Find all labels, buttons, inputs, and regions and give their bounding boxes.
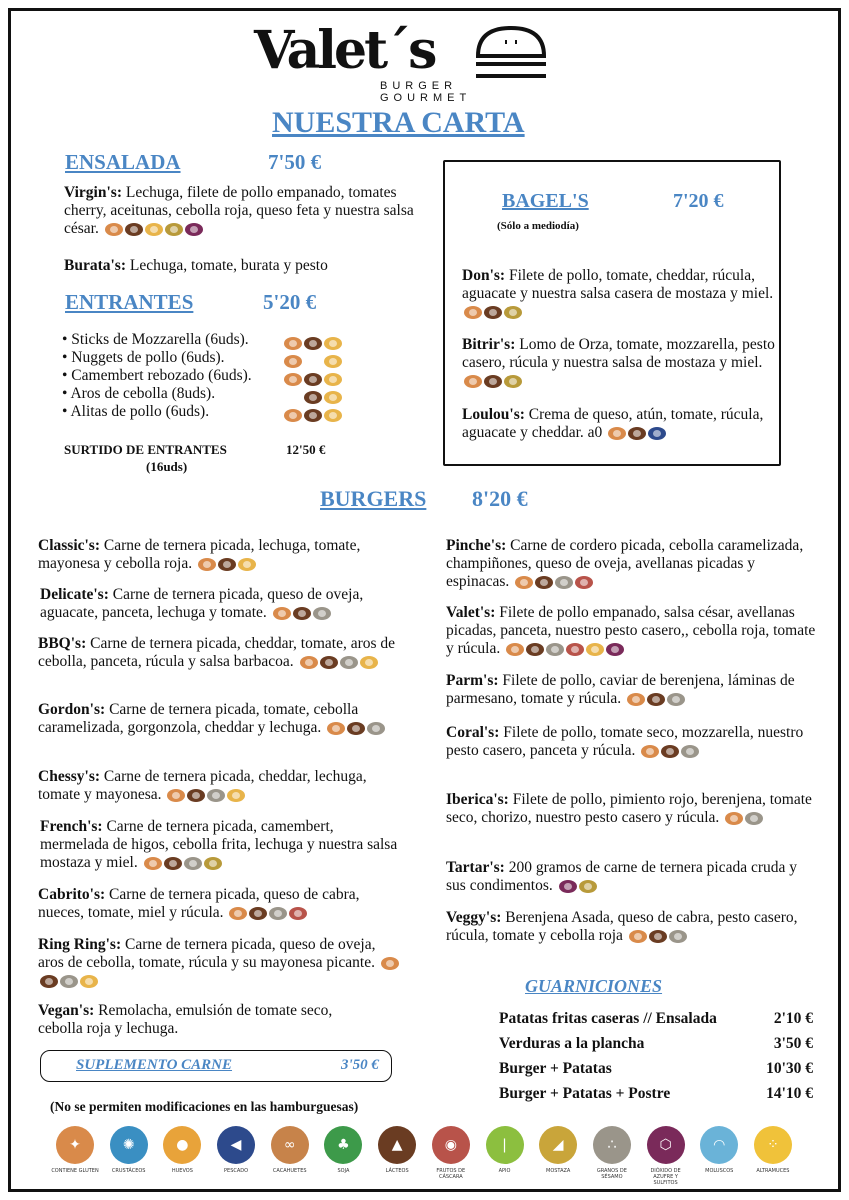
milk-icon	[526, 643, 544, 656]
allergen-altramuces: ⁘ ALTRAMUCES	[752, 1126, 794, 1186]
ensalada-title: ENSALADA	[65, 150, 181, 174]
sesame-icon	[269, 907, 287, 920]
egg-icon	[324, 355, 342, 368]
menu-item-chessys: Chessy's: Carne de ternera picada, cheddar, lechuga, tomate y mayonesa.	[38, 768, 367, 803]
fish-icon: ◀	[217, 1126, 255, 1164]
guarnicion-row	[499, 1060, 813, 1078]
milk-icon	[484, 375, 502, 388]
allergen-huevos: ● HUEVOS	[161, 1126, 203, 1186]
milk-icon	[304, 391, 322, 404]
egg-icon	[360, 656, 378, 669]
soy-icon: ♣	[324, 1126, 362, 1164]
sulphite-icon	[606, 643, 624, 656]
celery-icon: ❘	[486, 1126, 524, 1164]
wheat-icon: ✦	[56, 1126, 94, 1164]
menu-item-ringrings: Ring Ring's: Carne de ternera picada, queso de oveja, aros de cebolla, tomate, rúcula y su mayonesa picante.	[38, 936, 400, 990]
milk-icon	[293, 607, 311, 620]
sulphite-icon	[559, 880, 577, 893]
sesame-icon	[207, 789, 225, 802]
milk-icon	[647, 693, 665, 706]
allergen-apio: ❘ APIO	[484, 1126, 526, 1186]
sesame-icon	[669, 930, 687, 943]
menu-item-vegans: Vegan's: Remolacha, emulsión de tomate seco, cebolla roja y lechuga.	[38, 1002, 333, 1037]
bagels-price: 7'20 €	[673, 190, 724, 212]
gluten-icon	[464, 306, 482, 319]
burgers-price: 8'20 €	[472, 486, 528, 511]
milk-icon	[125, 223, 143, 236]
fish-icon	[648, 427, 666, 440]
burger-logo-icon	[472, 24, 550, 88]
nut-icon	[566, 643, 584, 656]
gluten-icon	[284, 337, 302, 350]
suplemento-price: 3'50 €	[341, 1057, 379, 1073]
gluten-icon	[629, 930, 647, 943]
peanut-icon: ∞	[271, 1126, 309, 1164]
milk-icon	[484, 306, 502, 319]
sesame-icon	[313, 607, 331, 620]
sesame-icon	[184, 857, 202, 870]
allergen-lacteos: ▲ LÁCTEOS	[376, 1126, 418, 1186]
gluten-icon	[229, 907, 247, 920]
guarnicion-label: Burger + Patatas + Postre	[499, 1085, 671, 1102]
gluten-icon	[506, 643, 524, 656]
sesame-icon: ∴	[593, 1126, 631, 1164]
mustard-icon	[165, 223, 183, 236]
menu-item-buratas: Burata's: Lechuga, tomate, burata y pesto	[64, 257, 328, 274]
menu-item-valets: Valet's: Filete de pollo empanado, salsa césar, avellanas picadas, panceta, nuestro pesto casero,, cebolla roja, tomate y rúcula.	[446, 604, 816, 657]
gluten-icon	[641, 745, 659, 758]
burgers-title: BURGERS	[320, 486, 427, 511]
milk-icon	[164, 857, 182, 870]
entrante-item: • Aros de cebolla (8uds).	[62, 385, 216, 402]
egg-icon	[324, 391, 342, 404]
guarnicion-row	[499, 1035, 813, 1053]
ensalada-price: 7'50 €	[268, 150, 322, 174]
guarnicion-label: Patatas fritas caseras // Ensalada	[499, 1010, 717, 1027]
entrantes-price: 5'20 €	[263, 290, 317, 314]
menu-item-veggys: Veggy's: Berenjena Asada, queso de cabra, pesto casero, rúcula, tomate y cebolla roja	[446, 909, 798, 944]
allergen-moluscos: ◠ MOLUSCOS	[698, 1126, 740, 1186]
modifications-note: (No se permiten modificaciones en las hamburguesas)	[50, 1099, 359, 1114]
menu-item-gordons: Gordon's: Carne de ternera picada, tomate, cebolla caramelizada, gorgonzola, cheddar y lechuga.	[38, 701, 400, 737]
gluten-icon	[105, 223, 123, 236]
egg-icon: ●	[163, 1126, 201, 1164]
egg-icon	[324, 373, 342, 386]
menu-item-bbqs: BBQ's: Carne de ternera picada, cheddar, tomate, aros de cebolla, panceta, rúcula y salsa barbacoa.	[38, 635, 396, 670]
menu-item-corals: Coral's: Filete de pollo, tomate seco, mozzarella, nuestro pesto casero, panceta y rúcula.	[446, 724, 804, 759]
sesame-icon	[745, 812, 763, 825]
gluten-icon	[464, 375, 482, 388]
menu-item-parms: Parm's: Filete de pollo, caviar de berenjena, láminas de parmesano, tomate y rúcula.	[446, 672, 795, 707]
milk-icon	[187, 789, 205, 802]
sesame-icon	[546, 643, 564, 656]
menu-item-cabritos: Cabrito's: Carne de ternera picada, queso de cabra, nueces, tomate, miel y rúcula.	[38, 886, 360, 921]
gluten-icon	[327, 722, 345, 735]
egg-icon	[586, 643, 604, 656]
nut-icon	[289, 907, 307, 920]
milk-icon: ▲	[378, 1126, 416, 1164]
milk-icon	[661, 745, 679, 758]
egg-icon	[227, 789, 245, 802]
sesame-icon	[340, 656, 358, 669]
entrante-item: • Nuggets de pollo (6uds).	[62, 349, 225, 366]
menu-item-frenchs: French's: Carne de ternera picada, camembert, mermelada de higos, cebolla frita, lechuga y nuestra salsa mostaza y miel.	[40, 818, 398, 871]
surtido-note: (16uds)	[146, 459, 188, 474]
surtido-price: 12'50 €	[286, 442, 326, 457]
entrante-item: • Sticks de Mozzarella (6uds).	[62, 331, 249, 348]
entrante-item: • Camembert rebozado (6uds).	[62, 367, 252, 384]
sesame-icon	[555, 576, 573, 589]
entrantes-allergens	[282, 333, 362, 423]
sesame-icon	[667, 693, 685, 706]
menu-item-bitrirs: Bitrir's: Lomo de Orza, tomate, mozzarella, pesto casero, rúcula y nuestra salsa de mostaza y miel.	[462, 336, 777, 390]
page-title: NUESTRA CARTA	[272, 106, 525, 139]
mustard-icon	[504, 306, 522, 319]
brand-name: Valet´s	[254, 20, 435, 81]
gluten-icon	[284, 373, 302, 386]
guarnicion-row	[499, 1085, 813, 1103]
allergen-sulfitos: ⬡ DIÓXIDO DE AZUFRE Y SULFITOS	[645, 1126, 687, 1186]
milk-icon	[649, 930, 667, 943]
allergen-soja: ♣ SOJA	[322, 1126, 364, 1186]
menu-item-tartars: Tartar's: 200 gramos de carne de ternera picada cruda y sus condimentos.	[446, 859, 798, 894]
gluten-icon	[144, 857, 162, 870]
gluten-icon	[167, 789, 185, 802]
egg-icon	[324, 409, 342, 422]
gluten-icon	[608, 427, 626, 440]
allergen-legend	[51, 1126, 794, 1186]
entrante-item: • Alitas de pollo (6uds).	[62, 403, 210, 420]
egg-icon	[145, 223, 163, 236]
mustard-icon	[204, 857, 222, 870]
gluten-icon	[300, 656, 318, 669]
sesame-icon	[60, 975, 78, 988]
milk-icon	[304, 373, 322, 386]
milk-icon	[535, 576, 553, 589]
egg-icon	[238, 558, 256, 571]
allergen-gluten: ✦ CONTIENE GLUTEN	[54, 1126, 96, 1186]
guarnicion-price: 2'10 €	[773, 1010, 813, 1027]
brand-logo	[254, 20, 554, 104]
menu-item-dons: Don's: Filete de pollo, tomate, cheddar, rúcula, aguacate y nuestra salsa casera de mostaza y miel.	[462, 267, 777, 321]
allergen-sesamo: ∴ GRANOS DE SÉSAMO	[591, 1126, 633, 1186]
guarnicion-price: 10'30 €	[766, 1060, 813, 1077]
nut-icon	[575, 576, 593, 589]
lupin-icon: ⁘	[754, 1126, 792, 1164]
menu-item-ibericas: Iberica's: Filete de pollo, pimiento rojo, berenjena, tomate seco, chorizo, nuestro pesto casero y rúcula.	[446, 791, 812, 826]
guarniciones-title: GUARNICIONES	[525, 976, 663, 996]
egg-icon	[324, 337, 342, 350]
milk-icon	[320, 656, 338, 669]
sulphite-icon	[185, 223, 203, 236]
suplemento-label: SUPLEMENTO CARNE	[76, 1057, 233, 1073]
allergen-pescado: ◀ PESCADO	[215, 1126, 257, 1186]
allergen-crustaceos: ✺ CRUSTÁCEOS	[108, 1126, 150, 1186]
mustard-icon	[504, 375, 522, 388]
gluten-icon	[284, 409, 302, 422]
bagels-title: BAGEL'S	[502, 190, 589, 212]
gluten-icon	[381, 957, 399, 970]
milk-icon	[347, 722, 365, 735]
menu-item-pinches: Pinche's: Carne de cordero picada, cebolla caramelizada, champiñones, queso de oveja, avellanas picadas y espinacas.	[446, 537, 804, 590]
guarnicion-price: 3'50 €	[773, 1035, 813, 1052]
mustard-icon	[579, 880, 597, 893]
bagels-note: (Sólo a mediodía)	[497, 220, 579, 232]
gluten-icon	[284, 355, 302, 368]
milk-icon	[628, 427, 646, 440]
sulphite-icon: ⬡	[647, 1126, 685, 1164]
entrantes-title: ENTRANTES	[65, 290, 194, 314]
guarnicion-row	[499, 1010, 813, 1028]
milk-icon	[218, 558, 236, 571]
surtido-label: SURTIDO DE ENTRANTES	[64, 442, 227, 457]
mustard-icon: ◢	[539, 1126, 577, 1164]
egg-icon	[80, 975, 98, 988]
gluten-icon	[627, 693, 645, 706]
crab-icon: ✺	[110, 1126, 148, 1164]
gluten-icon	[515, 576, 533, 589]
milk-icon	[304, 409, 322, 422]
guarnicion-price: 14'10 €	[766, 1085, 813, 1102]
menu-item-virgins: Virgin's: Lechuga, filete de pollo empanado, tomates cherry, aceitunas, cebolla roja, queso feta y nuestra salsa césar.	[64, 184, 414, 237]
brand-tagline: BURGER GOURMET	[380, 80, 472, 104]
gluten-icon	[725, 812, 743, 825]
gluten-icon	[198, 558, 216, 571]
guarnicion-label: Burger + Patatas	[499, 1060, 612, 1077]
gluten-icon	[273, 607, 291, 620]
allergen-cacahuetes: ∞ CACAHUETES	[269, 1126, 311, 1186]
menu-item-loulous: Loulou's: Crema de queso, atún, tomate, rúcula, aguacate y cheddar. a0	[462, 406, 764, 441]
nut-icon: ◉	[432, 1126, 470, 1164]
sesame-icon	[367, 722, 385, 735]
menu-item-classics: Classic's: Carne de ternera picada, lechuga, tomate, mayonesa y cebolla roja.	[38, 537, 361, 572]
shell-icon: ◠	[700, 1126, 738, 1164]
menu-item-delicates: Delicate's: Carne de ternera picada, queso de oveja, aguacate, panceta, lechuga y tomate.	[40, 586, 364, 621]
allergen-frutos-cascara: ◉ FRUTOS DE CÁSCARA	[430, 1126, 472, 1186]
milk-icon	[304, 337, 322, 350]
allergen-mostaza: ◢ MOSTAZA	[537, 1126, 579, 1186]
sesame-icon	[681, 745, 699, 758]
milk-icon	[249, 907, 267, 920]
guarnicion-label: Verduras a la plancha	[499, 1035, 645, 1052]
milk-icon	[40, 975, 58, 988]
